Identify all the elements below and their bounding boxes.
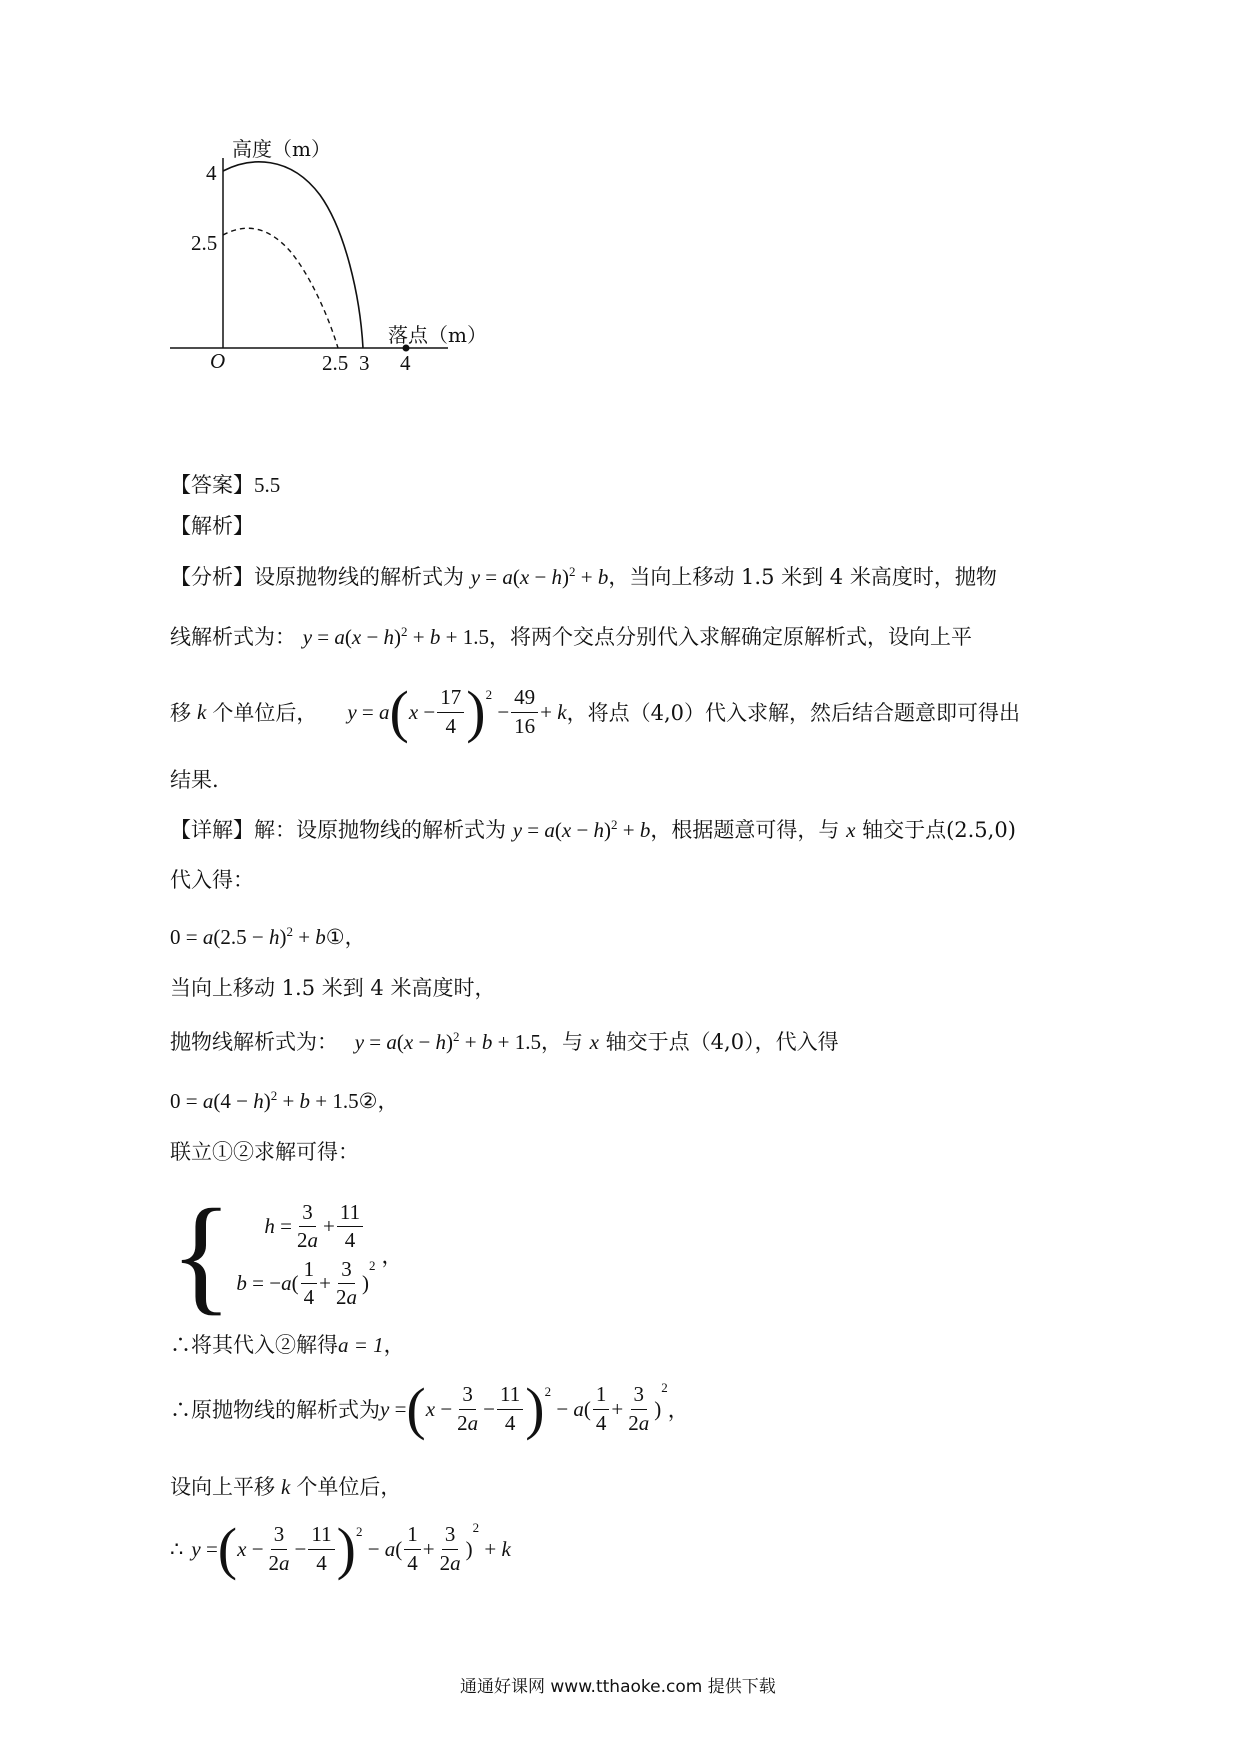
x-axis-label: 落点（m）: [388, 323, 487, 347]
formula-shifted: $y = a(x - h)^2 + b + 1.5$: [302, 624, 489, 649]
detail-line-8: 设向上平移 k 个单位后，: [170, 1475, 402, 1499]
x-tick-3: 3: [359, 351, 370, 375]
y-axis-label: 高度（m）: [232, 137, 331, 161]
x-tick-4: 4: [400, 351, 411, 375]
detail-line-9: ∴ y = ( x − $\frac{3}{2a}$ − $\frac{11}{4}$ ) $^2$ − a ( $\frac{1}{4}$ + $\frac{3}{2a}$ ) $^2$ + k: [170, 1516, 511, 1581]
origin-label: O: [210, 349, 226, 373]
detail-line-2: 代入得：: [170, 868, 254, 892]
equation-1: $0 = a(2.5 - h)^2$ + b①，: [170, 924, 366, 949]
x-tick-2-5: 2.5: [322, 351, 349, 375]
footer-source: 通通好课网 www.tthaoke.com 提供下载: [460, 1677, 776, 1697]
system-brace: {: [170, 1183, 233, 1327]
detail-line-6: ∴将其代入②解得a = 1，: [170, 1333, 405, 1357]
y-tick-4: 4: [206, 161, 217, 185]
fenxi-line-4: 结果.: [170, 768, 219, 792]
equation-2: $0 = a(4 - h)^2 + b$ + 1.5②，: [170, 1088, 399, 1113]
fenxi-line-3: 移 k 个单位后， y = a ( x − $\frac{17}{4}$ ) $^2$ − $\frac{49}{16}$ + k ，将点（4,0）代入求解，然后结合题意即可得出: [170, 679, 1020, 744]
parabola-figure: [160, 125, 520, 415]
detail-line-7: ∴原抛物线的解析式为 y = ( x − $\frac{3}{2a}$ − $\frac{11}{4}$ ) $^2$ − a ( $\frac{1}{4}$ + $\frac{3}{2a}$ ) $^2$ ，: [170, 1376, 689, 1441]
formula-k-shift: y = a ( x − $\frac{17}{4}$ ) $^2$ − $\frac{49}{16}$ + k: [347, 679, 567, 744]
solid-parabola: [223, 162, 363, 348]
fenxi-line-2: 线解析式为： $y = a(x - h)^2 + b + 1.5$，将两个交点分别代入求解确定原解析式，设向上平: [170, 624, 972, 649]
detail-line-1: 【详解】解：设原抛物线的解析式为 $y = a(x - h)^2 + b$，根据题意可得，与 x 轴交于点(2.5,0): [170, 817, 1016, 842]
detail-line-3: 当向上移动 1.5 米到 4 米高度时，: [170, 976, 496, 1000]
equation-system: { h = $\frac{3}{2a}$ + $\frac{11}{4}$ b = − a ( $\frac{1}{4}$ + $\frac{3}{2a}$ ) $^2$ ，: [170, 1183, 403, 1327]
y-tick-2-5: 2.5: [191, 231, 218, 255]
fenxi-line-1: 【分析】设原抛物线的解析式为 $y = a(x - h)^2 + b$，当向上移动 1.5 米到 4 米高度时，抛物: [170, 564, 997, 589]
formula-y-a-x-h-b: $y = a(x - h)^2 + b$: [470, 564, 609, 589]
detail-line-4: 抛物线解析式为： $y = a(x - h)^2 + b + 1.5$，与 x 轴交于点（4,0），代入得: [170, 1029, 839, 1054]
detail-line-5: 联立①②求解可得：: [170, 1140, 359, 1164]
answer-tag: 【答案】: [170, 473, 254, 497]
analysis-tag: 【解析】: [170, 514, 254, 538]
answer-line: [170, 475, 280, 496]
dashed-parabola: [223, 228, 338, 348]
answer-value: 5.5: [254, 473, 281, 497]
